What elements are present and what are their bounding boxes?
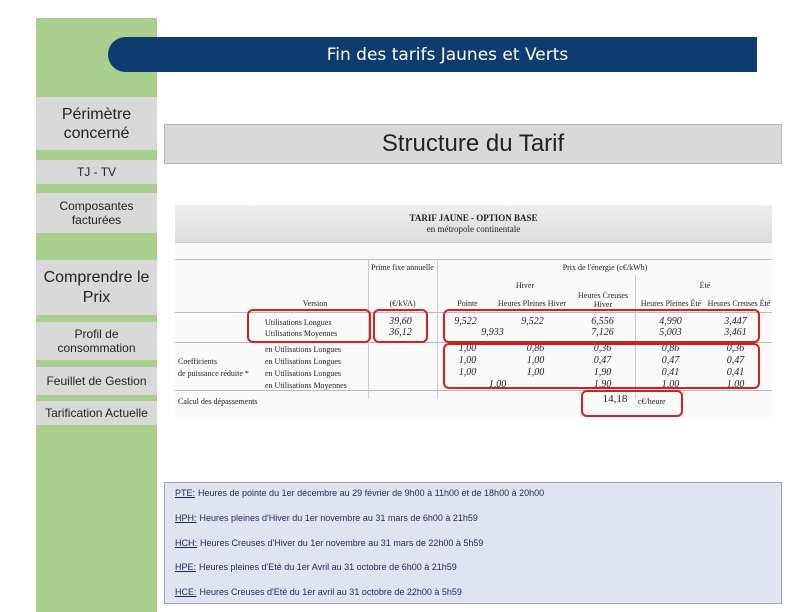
value-cell: 4,990 [659,316,682,327]
value-cell: 36,12 [389,327,412,338]
highlight-box [443,309,760,343]
value-cell: 1,00 [526,355,545,366]
value-cell: 1,90 [593,379,612,390]
definition-abbr: HPH: [175,513,197,523]
definition-abbr: HPE: [175,562,197,572]
tariff-title-line1: TARIF JAUNE - OPTION BASE [409,213,538,223]
nav-tj-tv[interactable]: TJ - TV [36,160,157,184]
nav-comprendre-prix[interactable]: Comprendre le Prix [36,260,157,315]
value-cell: 7,126 [591,327,614,338]
depass-label: Calcul des dépassements [178,397,258,406]
value-cell: 0,47 [593,355,612,366]
definition-hpe [175,562,457,572]
value-cell: 0,47 [661,355,680,366]
grid-line [437,259,438,399]
coef-label-1: Coefficients [178,357,217,366]
highlight-box [581,390,683,417]
value-cell: 9,933 [481,327,504,338]
header-prime: Prime fixe annuelle [371,263,434,272]
definitions-panel [164,482,782,604]
value-cell: 1,00 [526,367,545,378]
tariff-title-line2: en métropole continentale [426,224,521,234]
header-energy: Prix de l'énergie (c€/kWh) [562,263,648,272]
definition-text: Heures de pointe du 1er décembre au 29 février de 9h00 à 11h00 et de 18h00 à 20h00 [198,488,545,498]
value-cell: 3,447 [724,316,747,327]
definition-abbr: HCE: [175,587,197,597]
coef-row-label: en Utilisations Longues [265,369,341,378]
highlight-box [443,343,760,389]
tariff-title [175,213,772,235]
nav-tarification-actuelle[interactable]: Tarification Actuelle [36,401,157,425]
row-label-moyennes: Utilisations Moyennes [265,329,338,338]
definition-abbr: PTE: [175,488,196,498]
value-cell: 39,60 [389,316,412,327]
header-hpe: Heures Pleines Été [640,299,702,308]
title-bar [108,37,757,72]
value-cell: 1,00 [458,367,477,378]
header-version: Version [302,299,328,308]
nav-composantes[interactable]: Composantes facturées [36,193,157,233]
definition-hph [175,513,478,523]
header-hiver: Hiver [515,281,535,290]
value-cell: 5,003 [659,327,682,338]
depass-unit: c€/heure [638,397,666,406]
page-title: Fin des tarifs Jaunes et Verts [326,44,569,65]
value-cell: 1,00 [661,379,680,390]
nav-perimetre[interactable]: Périmètre concerné [36,97,157,150]
value-cell: 0,86 [526,343,545,354]
value-cell: 0,36 [593,343,612,354]
value-cell: 1,00 [726,379,745,390]
definition-pte [175,488,544,498]
header-prime-unit: (€/kVA) [389,299,416,308]
value-cell: 1,90 [593,367,612,378]
value-cell: 9,522 [454,316,477,327]
coef-row-label: en Utilisations Moyennes [265,381,347,390]
definition-abbr: HCH: [175,538,197,548]
header-hch: Heures Creuses Hiver [578,291,628,309]
value-cell: 0,36 [726,343,745,354]
coef-row-label: en Utilisations Longues [265,345,341,354]
value-cell: 9,522 [521,316,544,327]
header-hce: Heures Creuses Été [707,299,771,308]
structure-title: Structure du Tarif [164,124,782,164]
coef-row-label: en Utilisations Longues [265,357,341,366]
highlight-box [247,309,371,343]
row-label-longues: Utilisations Longues [265,318,332,327]
grid-line [175,390,772,391]
tariff-table [175,205,772,417]
value-cell: 3,461 [724,327,747,338]
value-cell: 1,00 [458,343,477,354]
highlight-box [373,309,428,343]
header-ete: Été [699,281,711,290]
value-cell: 0,41 [661,367,680,378]
definition-text: Heures pleines d'Hiver du 1er novembre au 31 mars de 6h00 à 21h59 [199,513,478,523]
nav-feuillet-gestion[interactable]: Feuillet de Gestion [36,367,157,395]
tariff-title-band [175,205,772,243]
definition-hch [175,538,483,548]
header-hph: Heures Pleines Hiver [498,299,566,308]
value-cell: 0,86 [661,343,680,354]
definition-text: Heures Creuses d'Hiver du 1er novembre au 31 mars de 22h00 à 5h59 [200,538,484,548]
definition-text: Heures pleines d'Eté du 1er Avril au 31 octobre de 6h00 à 21h59 [199,562,457,572]
value-cell: 1,00 [488,379,507,390]
grid-line [175,259,772,260]
definition-text: Heures Creuses d'Eté du 1er avril au 31 octobre de 22h00 à 5h59 [199,587,462,597]
value-cell: 0,47 [726,355,745,366]
value-cell: 0,41 [726,367,745,378]
header-pointe: Pointe [457,299,478,308]
coef-label-2: de puissance réduite * [178,369,249,378]
nav-profil-consommation[interactable]: Profil de consommation [36,322,157,360]
value-cell: 1,00 [458,355,477,366]
depass-value: 14,18 [602,393,628,405]
definition-hce [175,587,462,597]
value-cell: 6,556 [591,316,614,327]
